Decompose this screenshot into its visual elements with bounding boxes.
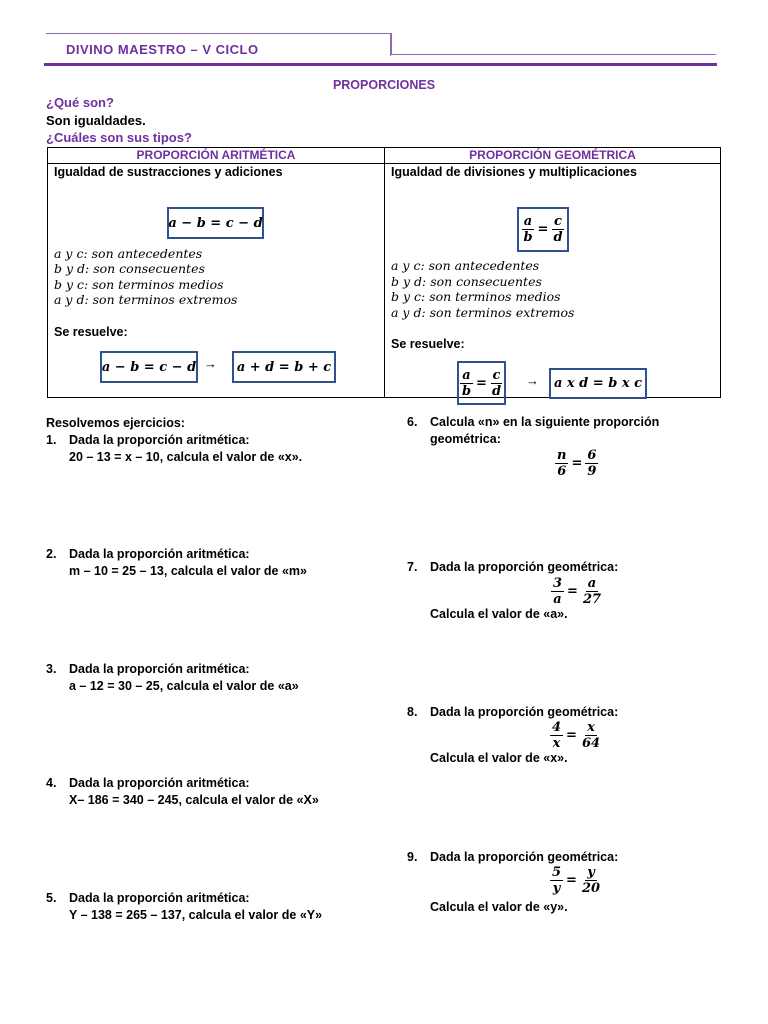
exercise-1-line2: 20 – 13 = x – 10, calcula el valor de «x». (69, 450, 303, 464)
arith-resolve-right-box: a + d = b + c (232, 351, 336, 383)
exercise-3-num: 3. (46, 662, 57, 676)
ex7-num-right: a (587, 576, 597, 591)
geom-term-1: a y c: son antecedentes (391, 258, 540, 273)
ex8-den-right: 64 (581, 736, 601, 751)
ex9-num-left: 5 (552, 865, 562, 880)
exercise-7-line1: Dada la proporción geométrica: (430, 560, 619, 574)
ex7-den-left: a (553, 592, 562, 607)
ex6-den-right: 9 (587, 464, 597, 479)
header-divider (390, 33, 392, 55)
geom-subtitle: Igualdad de divisiones y multiplicaciones (391, 165, 637, 179)
exercise-2-line1: Dada la proporción aritmética: (69, 547, 250, 561)
arith-term-1: a y c: son antecedentes (54, 246, 203, 261)
geom-resolve-frac-d: d (491, 383, 502, 399)
ex9-eq: = (566, 873, 577, 888)
geom-arrow-icon: → (526, 373, 539, 388)
ex9-num-right: y (587, 865, 595, 880)
ex8-num-left: 4 (552, 720, 562, 735)
exercise-9-line2: Calcula el valor de «y». (430, 900, 568, 914)
geom-frac-a: a (523, 214, 533, 229)
exercise-4-num: 4. (46, 776, 57, 790)
exercise-6-line1: Calcula «n» en la siguiente proporción (430, 415, 660, 429)
ex8-num-right: x (587, 720, 595, 735)
exercise-7-line2: Calcula el valor de «a». (430, 607, 568, 621)
arith-header: PROPORCIÓN ARITMÉTICA (48, 148, 385, 164)
arith-term-4: a y d: son terminos extremos (54, 292, 238, 307)
exercise-6-num: 6. (407, 415, 418, 429)
exercise-9-num: 9. (407, 850, 418, 864)
header-rule-thin (390, 54, 716, 55)
exercise-8-fraction (550, 720, 602, 751)
answer-what: Son igualdades. (46, 113, 146, 128)
geom-resolve-right-box: a x d = b x c (549, 368, 647, 399)
exercise-3-line1: Dada la proporción aritmética: (69, 662, 250, 676)
geom-resolve-left-box (457, 361, 506, 405)
arith-term-3: b y c: son terminos medios (54, 277, 224, 292)
exercise-5-line2: Y – 138 = 265 – 137, calcula el valor de «Y» (69, 908, 323, 922)
exercise-9-fraction (550, 865, 602, 896)
exercise-6-fraction (555, 448, 598, 479)
geom-frac-c: c (554, 214, 562, 229)
ex8-den-left: x (552, 736, 561, 751)
exercise-6-line2: geométrica: (430, 432, 501, 446)
ex7-num-left: 3 (553, 576, 563, 591)
arith-formula-box: a − b = c − d (167, 207, 264, 239)
ex6-num-right: 6 (587, 448, 597, 463)
ex6-den-left: 6 (557, 464, 567, 479)
exercise-8-line1: Dada la proporción geométrica: (430, 705, 619, 719)
geom-formula-box (517, 207, 569, 252)
ex7-eq: = (567, 584, 578, 599)
geom-cell (385, 164, 720, 397)
arith-resolve-left-box: a − b = c − d (100, 351, 198, 383)
ex6-num-left: n (557, 448, 567, 463)
exercise-1-line1: Dada la proporción aritmética: (69, 433, 250, 447)
geom-frac-d: d (553, 230, 563, 245)
geom-term-2: b y d: son consecuentes (391, 274, 542, 289)
header-title: DIVINO MAESTRO – V CICLO (66, 42, 259, 57)
question-types: ¿Cuáles son sus tipos? (46, 130, 192, 145)
geom-resolve-frac-b: b (461, 383, 472, 399)
exercise-8-num: 8. (407, 705, 418, 719)
exercise-4-line2: X– 186 = 340 – 245, calcula el valor de «X» (69, 793, 319, 807)
exercise-7-fraction (551, 576, 603, 607)
geom-resolve-label: Se resuelve: (391, 337, 465, 351)
arith-cell (48, 164, 384, 397)
geom-header: PROPORCIÓN GEOMÉTRICA (385, 148, 721, 164)
geom-term-3: b y c: son terminos medios (391, 289, 561, 304)
arith-term-2: b y d: son consecuentes (54, 261, 205, 276)
ex9-den-left: y (552, 881, 561, 896)
ex8-eq: = (566, 728, 577, 743)
geom-frac-eq: = (537, 222, 549, 237)
arith-subtitle: Igualdad de sustracciones y adiciones (54, 165, 283, 179)
page-title: PROPORCIONES (332, 78, 436, 92)
exercise-3-line2: a – 12 = 30 – 25, calcula el valor de «a» (69, 679, 299, 693)
exercise-9-line1: Dada la proporción geométrica: (430, 850, 619, 864)
exercise-4-line1: Dada la proporción aritmética: (69, 776, 250, 790)
exercise-2-num: 2. (46, 547, 57, 561)
exercises-title: Resolvemos ejercicios: (46, 416, 185, 430)
ex6-eq: = (571, 456, 583, 471)
geom-frac-b: b (523, 230, 533, 245)
geom-resolve-frac-c: c (492, 367, 501, 383)
arith-arrow-icon: → (204, 356, 217, 371)
exercise-5-num: 5. (46, 891, 57, 905)
geom-resolve-eq: = (476, 375, 487, 391)
question-what: ¿Qué son? (46, 95, 114, 110)
proportion-types-table (47, 147, 721, 398)
ex9-den-right: 20 (581, 881, 601, 896)
exercise-1-num: 1. (46, 433, 57, 447)
arith-resolve-label: Se resuelve: (54, 325, 128, 339)
geom-resolve-frac-a: a (462, 367, 471, 383)
exercise-7-num: 7. (407, 560, 418, 574)
header-rule-thick (44, 63, 717, 66)
exercise-8-line2: Calcula el valor de «x». (430, 751, 568, 765)
geom-term-4: a y d: son terminos extremos (391, 305, 575, 320)
ex7-den-right: 27 (582, 592, 602, 607)
exercise-2-line2: m – 10 = 25 – 13, calcula el valor de «m» (69, 564, 308, 578)
exercise-5-line1: Dada la proporción aritmética: (69, 891, 250, 905)
